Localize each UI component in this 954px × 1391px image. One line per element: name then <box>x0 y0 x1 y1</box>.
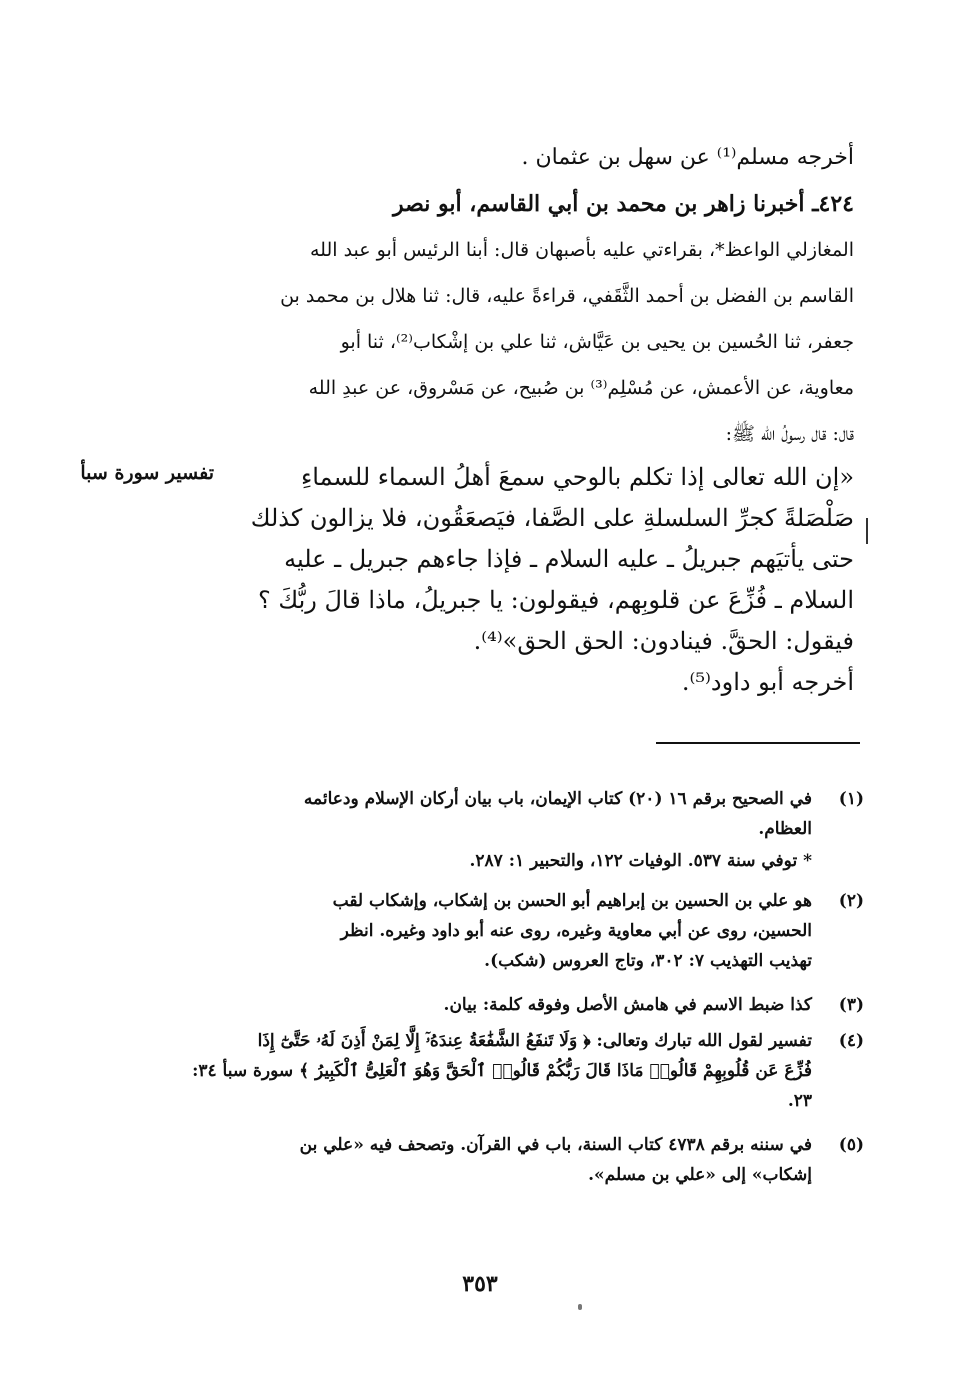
footnote-number: (٥) <box>838 1135 864 1155</box>
footnote-number: (١) <box>838 789 864 809</box>
margin-note: تفسير سورة سبأ <box>80 462 214 484</box>
footnote-line: الحسين، روى عن أبي معاوية وغيره، روى عنه أبو داود وغيره. انظر <box>340 921 812 941</box>
footnote-2 <box>244 886 864 976</box>
footnote-line: * توفي سنة ٥٣٧. الوفيات ١٢٢، والتحبير ١: ٢٨٧. <box>469 851 812 871</box>
margin-tick-mark <box>866 518 868 544</box>
takhrij-line: أخرجه مسلم⁽¹⁾ عن سهل بن عثمان . <box>521 145 854 170</box>
matn-line: صَلْصَلةً كجرِّ السلسلةِ على الصَّفا، فيَصعَقُون، فلا يزالون كذلك <box>250 504 854 532</box>
footnote-line: في الصحيح برقم ١٦ (٢٠) كتاب الإيمان، باب بيان أركان الإسلام ودعائمه <box>303 789 812 809</box>
footnote-line: كذا ضبط الاسم في هامش الأصل وفوقه كلمة: بيان. <box>443 995 812 1015</box>
footnote-line: في سننه برقم ٤٧٣٨ كتاب السنة، باب في القرآن. وتصحف فيه «علي بن <box>299 1135 812 1155</box>
footnote-line: إشكاب» إلى «علي بن مسلم». <box>588 1165 812 1185</box>
matn-line: حتى يأتيَهم جبريلُ ـ عليه السلام ـ فإذا جاءهم جبريل ـ عليه <box>284 545 854 573</box>
footnote-death-note <box>244 846 864 876</box>
footnote-separator <box>656 742 860 744</box>
page-number: ٣٥٣ <box>462 1271 498 1297</box>
footnote-line: تفسير لقول الله تبارك وتعالى: ﴿ وَلَا تَنفَعُ الشَّفَٰعَةُ عِندَهُۥٓ إِلَّا لِمَنْ أَذِنَ لَهُۥ حَتَّىٰٓ إِذَا <box>257 1031 812 1051</box>
footnote-line: ٢٣. <box>787 1091 812 1111</box>
matn-line: «إن الله تعالى إذا تكلم بالوحي سمعَ أهلُ السماء للسماءِ <box>301 463 854 491</box>
footnote-3 <box>244 990 864 1020</box>
isnad-line: القاسم بن الفضل بن أحمد الثَّقَفي، قراءةً عليه، قال: ثنا هلال بن محمد بن <box>280 285 854 307</box>
footnote-line: فُزِّعَ عَن قُلُوبِهِمْ قَالُوا۟ مَاذَا قَالَ رَبُّكُمْ قَالُوا۟ ٱلْحَقَّ وَهُوَ ٱلْعَلِىُّ ٱلْكَبِيرُ ﴾ سورة سبأ ٣٤: <box>192 1061 812 1081</box>
isnad-line: جعفر، ثنا الحُسين بن يحيى بن عَيَّاش، ثنا علي بن إشْكاب⁽²⁾، ثنا أبو <box>340 331 854 353</box>
isnad-line: قال: قال رسولُ الله ﷺ: <box>725 423 854 445</box>
footnote-number: (٤) <box>838 1031 864 1051</box>
matn-line: فيقول: الحقَّ. فينادون: الحق الحق»⁽⁴⁾. <box>473 627 854 655</box>
footnote-line: هو علي بن الحسين بن إبراهيم أبو الحسن بن إشكاب، وإشكاب لقب <box>332 891 812 911</box>
hadith-matn <box>234 457 854 703</box>
footnote-number: (٣) <box>838 995 864 1015</box>
footnote-line: تهذيب التهذيب ٧: ٣٠٢، وتاج العروس (شكب). <box>484 951 812 971</box>
footnote-1 <box>244 784 864 844</box>
hadith-number-heading: ٤٢٤ـ أخبرنا زاهر بن محمد بن أبي القاسم، أبو نصر <box>393 191 854 217</box>
main-text <box>234 135 854 703</box>
footnote-4 <box>192 1026 864 1116</box>
isnad-line: معاوية، عن الأعمش، عن مُسْلِم⁽³⁾ بن صُبيح، عن مَسْروق، عن عبدِ الله <box>308 377 854 399</box>
footnote-line: العظام. <box>758 819 812 839</box>
takhrij-line: أخرجه أبو داود⁽⁵⁾. <box>681 668 854 696</box>
ink-speck <box>578 1304 582 1310</box>
matn-line: السلام ـ فُزِّعَ عن قلوبِهم، فيقولون: يا جبريلُ، ماذا قالَ ربُّكَ ؟ <box>258 586 854 614</box>
footnote-number: (٢) <box>838 891 864 911</box>
isnad-line: المغازلي الواعظ*، بقراءتي عليه بأصبهان قال: أبنا الرئيس أبو عبد الله <box>309 239 854 261</box>
footnote-5 <box>244 1130 864 1190</box>
